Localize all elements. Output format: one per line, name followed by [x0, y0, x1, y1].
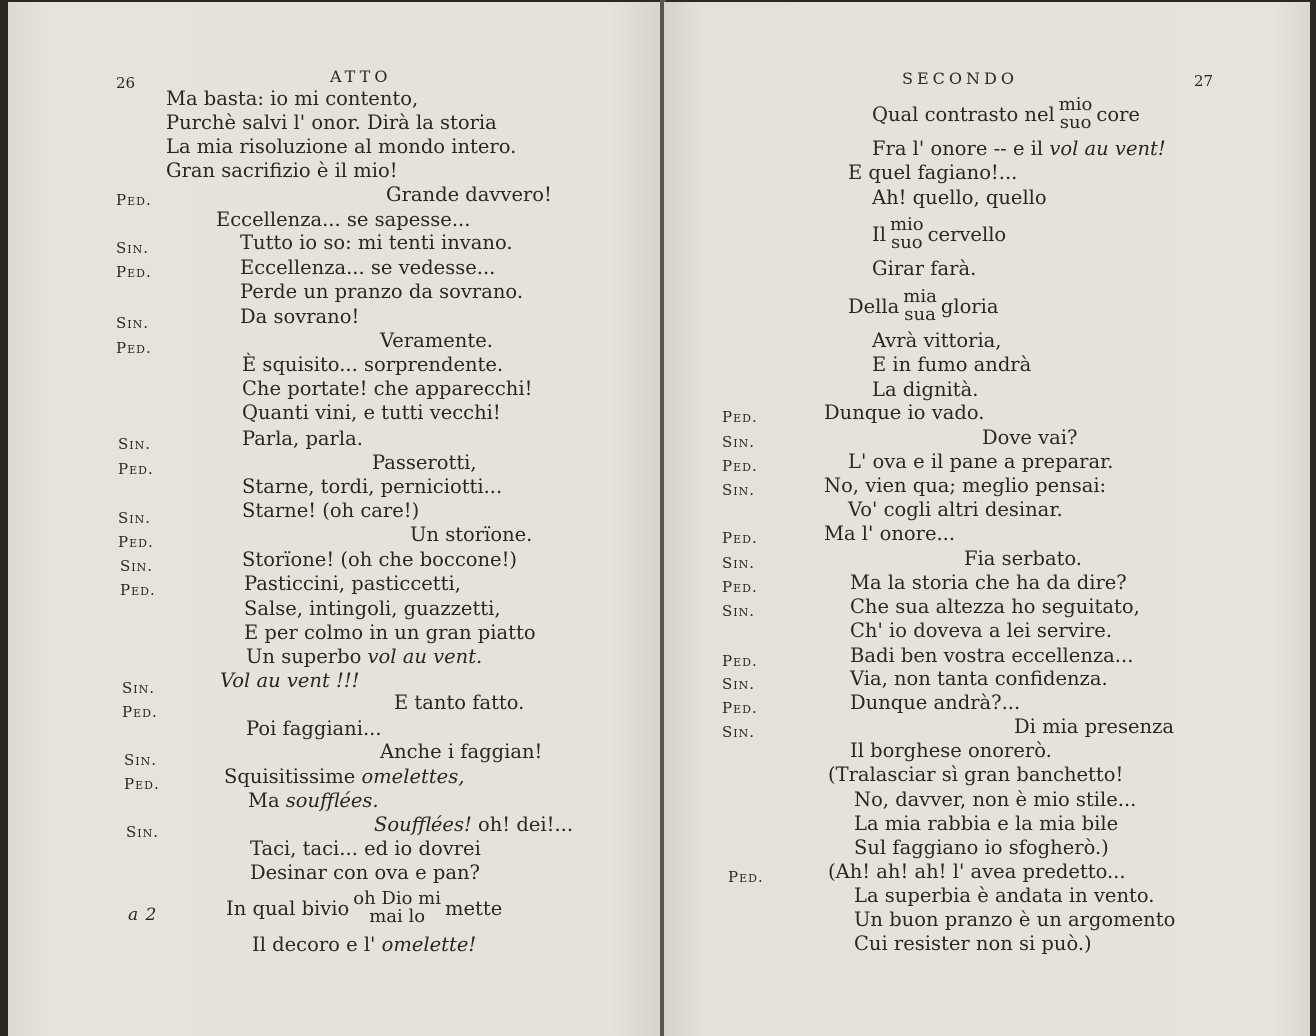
verse-line: Storïone! (oh che boccone!) — [242, 548, 518, 571]
verse-line: Starne! (oh care!) — [242, 499, 420, 522]
verse-line — [872, 88, 1140, 140]
verse-line: Starne, tordi, perniciotti... — [242, 475, 503, 498]
verse-text: mette — [445, 896, 503, 920]
verse-line — [374, 814, 573, 836]
speaker-label: Ped. — [122, 703, 158, 721]
verse-line: No, vien qua; meglio pensai: — [824, 474, 1107, 497]
verse-line: La dignità. — [872, 378, 979, 401]
speaker-label: Ped. — [722, 578, 758, 596]
verse-line: Passerotti, — [372, 451, 477, 474]
running-head: SECONDO — [902, 69, 1018, 88]
alternative-words — [890, 216, 924, 252]
speaker-label: Sin. — [120, 557, 154, 575]
speaker-label: Ped. — [728, 868, 764, 886]
speaker-label: Ped. — [722, 652, 758, 670]
verse-italic: Soufflées! — [374, 813, 472, 836]
speaker-label: Ped. — [722, 699, 758, 717]
verse-line: Ma la storia che ha da dire? — [850, 571, 1127, 594]
verse-line: Grande davvero! — [386, 183, 552, 206]
verse-text: Il — [872, 222, 886, 246]
speaker-label: Ped. — [722, 529, 758, 547]
verse-line: Anche i faggian! — [380, 740, 543, 763]
verse-line: Il borghese onorerò. — [850, 739, 1052, 762]
speaker-label: Ped. — [116, 191, 152, 209]
verse-text: In qual bivio — [226, 896, 350, 920]
verse-text: mia — [903, 286, 937, 307]
verse-line: Eccellenza... se sapesse... — [216, 208, 471, 231]
verse-text: cervello — [927, 222, 1007, 246]
verse-line: Tutto io so: mi tenti invano. — [240, 231, 513, 254]
speaker-label: Sin. — [116, 239, 150, 257]
verse-line: E per colmo in un gran piatto — [244, 621, 536, 644]
verse-line: Ch' io doveva a lei servire. — [850, 619, 1113, 642]
verse-text: Qual contrasto nel — [872, 102, 1055, 126]
verse-text: suo — [1059, 112, 1092, 133]
verse-text: mai lo — [369, 906, 426, 927]
verse-text: Il decoro e l' — [252, 933, 382, 956]
speaker-label: Ped. — [116, 339, 152, 357]
verse-text: Squisitissime — [224, 765, 362, 788]
speaker-label: a 2 — [128, 905, 158, 925]
speaker-label: Sin. — [118, 509, 152, 527]
speaker-label: Sin. — [126, 823, 160, 841]
speaker-label: Sin. — [722, 602, 756, 620]
verse-text: Ma — [248, 789, 286, 812]
verse-line: La superbia è andata in vento. — [854, 884, 1155, 907]
verse-italic: omelette! — [381, 933, 477, 956]
verse-line — [872, 208, 1006, 260]
verse-italic: omelettes, — [361, 765, 465, 788]
verse-line: La mia rabbia e la mia bile — [854, 812, 1119, 835]
verse-line: Che portate! che apparecchi! — [242, 377, 533, 400]
verse-line — [248, 790, 379, 812]
verse-text: mio — [889, 214, 924, 235]
verse-line — [848, 280, 999, 332]
verse-line: Girar farà. — [872, 257, 977, 280]
verse-line: No, davver, non è mio stile... — [854, 788, 1137, 811]
verse-line: È squisito... sorprendente. — [242, 353, 504, 376]
verse-italic: soufflées. — [285, 789, 379, 812]
speaker-label: Ped. — [722, 408, 758, 426]
verse-italic: vol au vent. — [367, 645, 483, 668]
verse-text: Fra l' onore -- e il — [872, 137, 1050, 160]
verse-line: Che sua altezza ho seguitato, — [850, 595, 1140, 618]
verse-italic: Vol au vent !!! — [220, 669, 360, 692]
speaker-label: Sin. — [122, 679, 156, 697]
speaker-label: Sin. — [722, 481, 756, 499]
page-number: 27 — [1194, 72, 1214, 90]
verse-line: Vo' cogli altri desinar. — [848, 498, 1063, 521]
speaker-label: Sin. — [118, 435, 152, 453]
verse-text: sua — [904, 304, 936, 325]
verse-line: Purchè salvi l' onor. Dirà la storia — [166, 111, 497, 134]
verse-line: Eccellenza... se vedesse... — [240, 256, 496, 279]
speaker-label: Ped. — [118, 460, 154, 478]
verse-line — [224, 766, 464, 788]
verse-line: Di mia presenza — [1014, 715, 1174, 738]
verse-line — [226, 882, 502, 934]
verse-line: Avrà vittoria, — [872, 329, 1002, 352]
verse-line: Un buon pranzo è un argomento — [854, 908, 1176, 931]
verse-text: suo — [890, 232, 923, 253]
verse-line: Perde un pranzo da sovrano. — [240, 280, 524, 303]
verse-line: (Tralasciar sì gran banchetto! — [828, 763, 1124, 786]
verse-text: oh! dei!... — [471, 813, 574, 836]
verse-line: Ma basta: io mi contento, — [166, 87, 419, 110]
verse-line: L' ova e il pane a preparar. — [848, 450, 1114, 473]
speaker-label: Sin. — [124, 751, 158, 769]
speaker-label: Ped. — [116, 263, 152, 281]
verse-line: Cui resister non si può.) — [854, 932, 1092, 955]
speaker-label: Ped. — [722, 457, 758, 475]
speaker-label: Sin. — [116, 314, 150, 332]
verse-line: Dove vai? — [982, 426, 1078, 449]
verse-line: Badi ben vostra eccellenza... — [850, 644, 1134, 667]
speaker-label: Ped. — [124, 775, 160, 793]
right-page — [664, 2, 1310, 1036]
verse-line — [220, 670, 360, 692]
verse-line: Poi faggiani... — [246, 717, 382, 740]
verse-line: Salse, intingoli, guazzetti, — [244, 597, 501, 620]
verse-text: core — [1096, 102, 1140, 126]
verse-line: (Ah! ah! ah! l' avea predetto... — [828, 860, 1126, 883]
verse-line: Dunque andrà?... — [850, 691, 1021, 714]
verse-line: Via, non tanta confidenza. — [850, 667, 1108, 690]
verse-line — [872, 138, 1166, 160]
verse-line: Desinar con ova e pan? — [250, 861, 480, 884]
alternative-words — [1059, 96, 1093, 132]
verse-line: E in fumo andrà — [872, 353, 1032, 376]
verse-line: Veramente. — [380, 329, 493, 352]
verse-line: Pasticcini, pasticcetti, — [244, 572, 461, 595]
left-page — [8, 2, 662, 1036]
verse-text: gloria — [940, 294, 999, 318]
verse-line — [246, 646, 482, 668]
verse-italic: vol au vent! — [1049, 137, 1166, 160]
verse-line: Gran sacrifizio è il mio! — [166, 159, 398, 182]
verse-line: Taci, taci... ed io dovrei — [250, 837, 481, 860]
speaker-label: Sin. — [722, 723, 756, 741]
verse-line: Parla, parla. — [242, 427, 363, 450]
running-head: ATTO — [330, 67, 392, 86]
speaker-label: Ped. — [120, 581, 156, 599]
verse-line: E quel fagiano!... — [848, 161, 1018, 184]
verse-text: Un superbo — [246, 645, 368, 668]
verse-line: Da sovrano! — [240, 305, 360, 328]
speaker-label: Sin. — [722, 554, 756, 572]
verse-line: La mia risoluzione al mondo intero. — [166, 135, 517, 158]
speaker-label: Sin. — [722, 675, 756, 693]
alternative-words — [353, 890, 441, 926]
verse-line: Quanti vini, e tutti vecchi! — [242, 401, 501, 424]
verse-line: Ma l' onore... — [824, 522, 956, 545]
verse-text: oh Dio mi — [353, 888, 442, 909]
verse-line: Dunque io vado. — [824, 401, 985, 424]
page-number: 26 — [116, 74, 136, 92]
verse-text: mio — [1058, 94, 1093, 115]
verse-line: Ah! quello, quello — [872, 186, 1047, 209]
verse-line — [252, 934, 476, 956]
alternative-words — [903, 288, 937, 324]
verse-line: Fia serbato. — [964, 547, 1082, 570]
verse-line: E tanto fatto. — [394, 691, 525, 714]
verse-line: Un storïone. — [410, 523, 533, 546]
verse-text: Della — [848, 294, 900, 318]
speaker-label: Ped. — [118, 533, 154, 551]
verse-line: Sul faggiano io sfogherò.) — [854, 836, 1109, 859]
speaker-label: Sin. — [722, 433, 756, 451]
